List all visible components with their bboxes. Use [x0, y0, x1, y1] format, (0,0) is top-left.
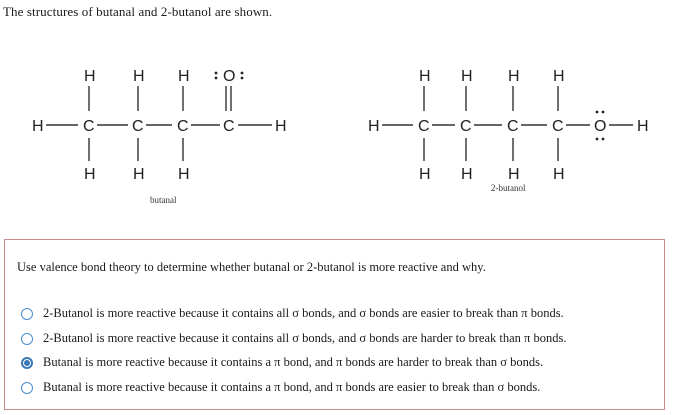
radio-button[interactable]: [21, 333, 33, 345]
atom-c: C: [418, 118, 430, 135]
atom-h: H: [178, 166, 190, 183]
atom-h: H: [84, 166, 96, 183]
answer-option-2[interactable]: [21, 331, 566, 346]
atom-h: H: [419, 68, 431, 85]
atom-c: C: [223, 118, 235, 135]
atom-c: C: [132, 118, 144, 135]
atom-h: H: [461, 166, 473, 183]
atom-h: H: [419, 166, 431, 183]
atom-h: H: [133, 68, 145, 85]
atom-h: H: [84, 68, 96, 85]
intro-text: The structures of butanal and 2-butanol are shown.: [3, 4, 273, 19]
option-label: Butanal is more reactive because it contains a π bond, and π bonds are easier to break than σ bonds.: [43, 380, 541, 394]
answer-option-1[interactable]: [21, 306, 564, 321]
answer-option-4[interactable]: [21, 380, 540, 395]
atom-c: C: [177, 118, 189, 135]
radio-button[interactable]: [21, 357, 33, 369]
atom-h: H: [553, 166, 565, 183]
atom-c: C: [552, 118, 564, 135]
atom-o: O: [223, 68, 236, 85]
butanal-caption: butanal: [150, 195, 177, 205]
atom-h: H: [637, 118, 649, 135]
option-label: 2-Butanol is more reactive because it contains all σ bonds, and σ bonds are harder to break than π bonds.: [43, 331, 567, 345]
atom-h: H: [133, 166, 145, 183]
option-label: Butanal is more reactive because it contains a π bond, and π bonds are harder to break than σ bonds.: [43, 355, 544, 369]
atom-h: H: [461, 68, 473, 85]
option-label: 2-Butanol is more reactive because it contains all σ bonds, and σ bonds are easier to break than π bonds.: [43, 306, 564, 320]
atom-h: H: [553, 68, 565, 85]
atom-h: H: [368, 118, 380, 135]
atom-h: H: [32, 118, 44, 135]
atom-c: C: [83, 118, 95, 135]
butanal-structure: [32, 68, 287, 205]
atom-c: C: [507, 118, 519, 135]
atom-h: H: [275, 118, 287, 135]
butanol-structure: [368, 68, 649, 193]
answer-option-3[interactable]: [21, 355, 543, 370]
radio-button[interactable]: [21, 308, 33, 320]
atom-c: C: [460, 118, 472, 135]
atom-h: H: [508, 166, 520, 183]
atom-o: O: [594, 118, 607, 135]
radio-button[interactable]: [21, 382, 33, 394]
atom-h: H: [178, 68, 190, 85]
atom-h: H: [508, 68, 520, 85]
butanol-caption: 2-butanol: [491, 183, 526, 193]
question-text: Use valence bond theory to determine whether butanal or 2-butanol is more reactive and why.: [17, 260, 486, 274]
